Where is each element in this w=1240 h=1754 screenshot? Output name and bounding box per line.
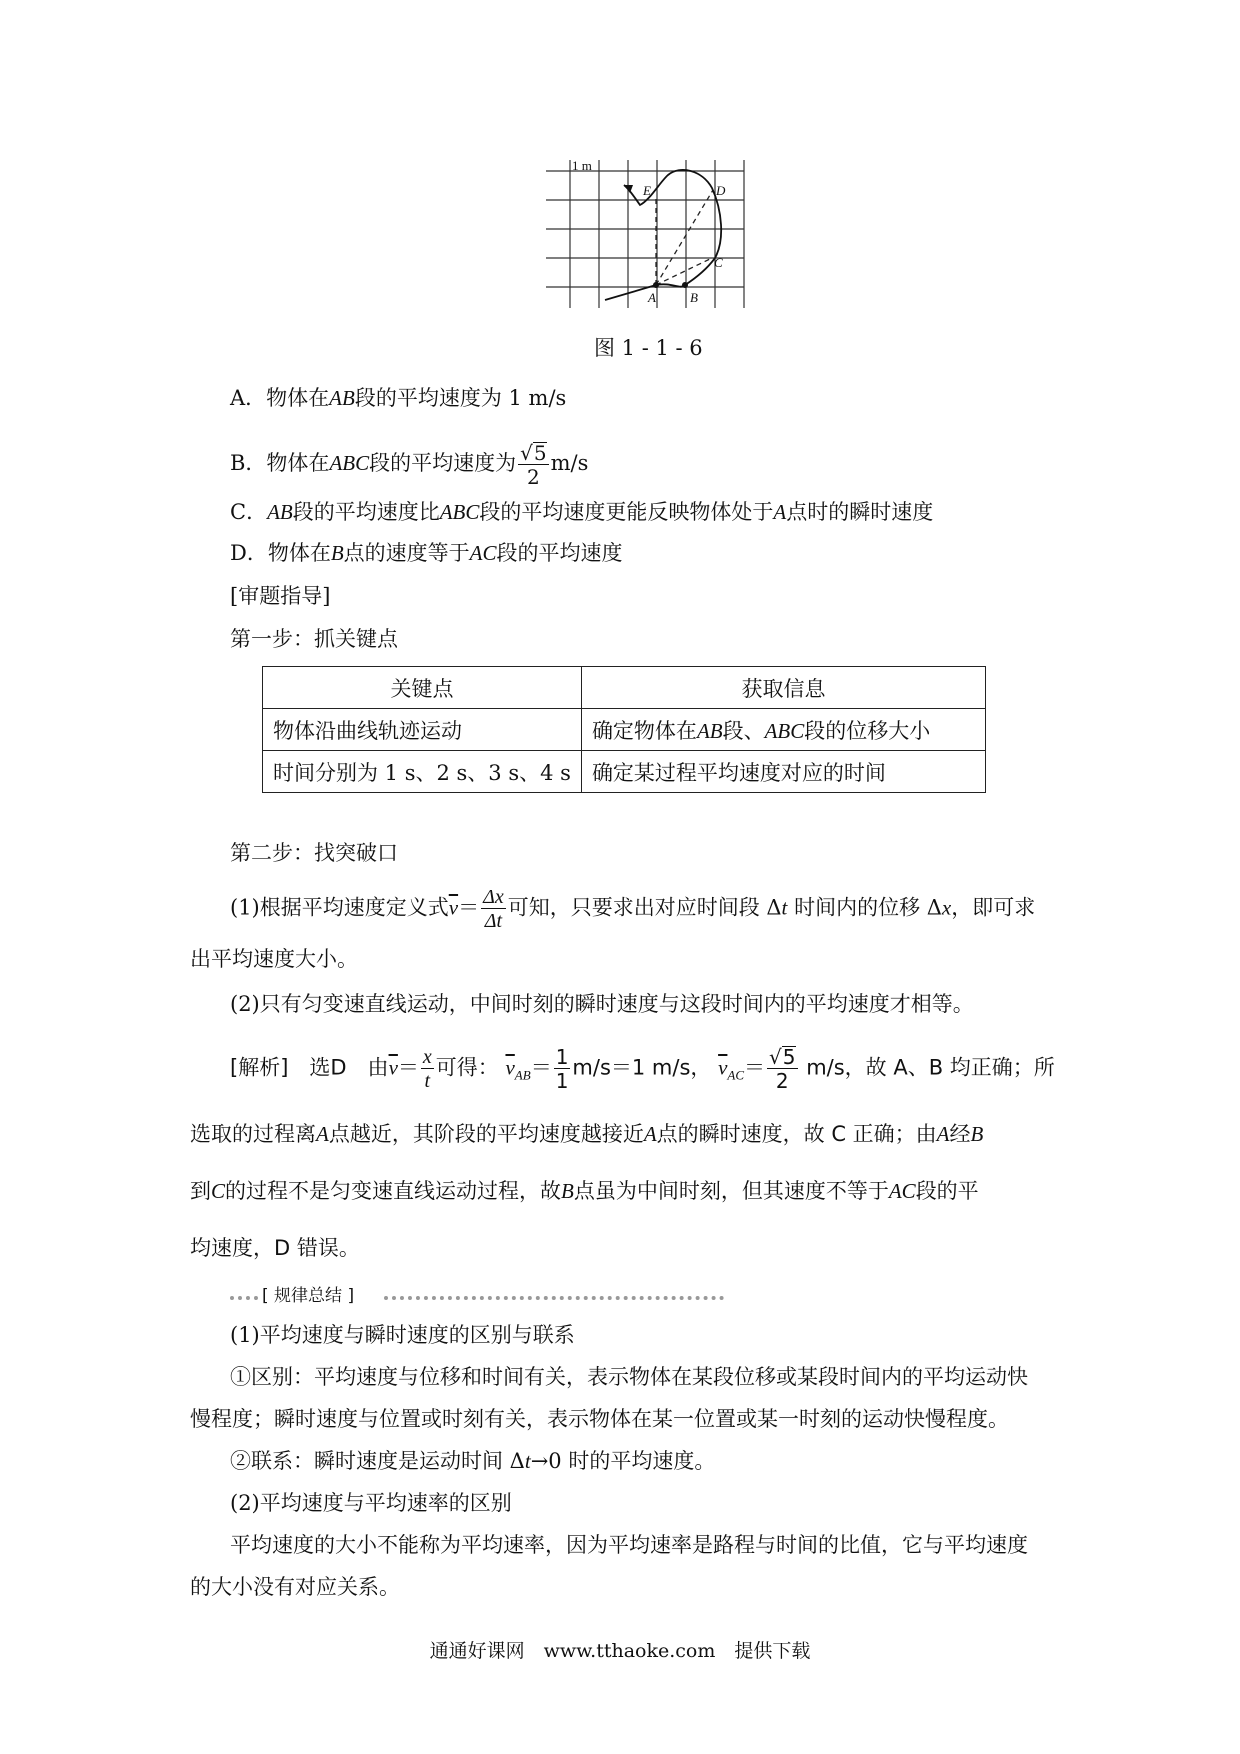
table-cell: 时间分别为 1 s、2 s、3 s、4 s [263, 751, 582, 793]
summary-line-7: 的大小没有对应关系。 [190, 1575, 400, 1599]
analysis-line-4: 均速度，D 错误。 [190, 1236, 360, 1260]
table-cell: 确定某过程平均速度对应的时间 [581, 751, 985, 793]
point-d-label: D [716, 183, 726, 198]
key-points-table [262, 666, 986, 793]
analysis-line-2: 选取的过程离A点越近，其阶段的平均速度越接近A点的瞬时速度，故 C 正确；由A经B [190, 1122, 984, 1146]
trajectory-figure [540, 150, 750, 310]
summary-line-5: (2)平均速度与平均速率的区别 [230, 1491, 512, 1515]
summary-line-1: (1)平均速度与瞬时速度的区别与联系 [230, 1323, 575, 1347]
guide-paragraph-2: (2)只有匀变速直线运动，中间时刻的瞬时速度与这段时间内的平均速度才相等。 [230, 992, 974, 1016]
table-header: 关键点 [263, 667, 582, 709]
step1-heading: 第一步：抓关键点 [230, 627, 398, 651]
point-a-label: A [648, 290, 656, 305]
point-b-label: B [690, 290, 698, 305]
guide-paragraph-1: (1)根据平均速度定义式$\overline{v}=$ $\frac{\Delta x}{\Delta t}$ 可知，只要求出对应时间段 Δt 时间内的位移 Δx，即可求 [230, 886, 1036, 932]
summary-divider-right [384, 1296, 724, 1300]
footer-text: 通通好课网 www.tthaoke.com 提供下载 [429, 1640, 811, 1662]
table-cell: 物体沿曲线轨迹运动 [263, 709, 582, 751]
table-header-row [263, 667, 986, 709]
unit-label: 1 m [572, 158, 592, 173]
summary-divider-left [230, 1296, 258, 1300]
option-c: C．AB段的平均速度比ABC段的平均速度更能反映物体处于A点时的瞬时速度 [230, 500, 934, 524]
table-row [263, 709, 986, 751]
point-c-label: C [714, 255, 723, 270]
summary-line-3: 慢程度；瞬时速度与位置或时刻有关，表示物体在某一位置或某一时刻的运动快慢程度。 [190, 1407, 1009, 1431]
summary-heading: [ 规律总结 ] [262, 1286, 355, 1306]
summary-line-4: ②联系：瞬时速度是运动时间 Δt→0 时的平均速度。 [230, 1449, 716, 1473]
table-cell: 确定物体在AB段、ABC段的位移大小 [581, 709, 985, 751]
option-a: A．物体在AB段的平均速度为 1 m/s [230, 386, 567, 410]
option-b: B．物体在ABC段的平均速度为 $\frac{√5}{2}$ m/s [230, 441, 589, 489]
table-row [263, 751, 986, 793]
analysis-line-1: [解析] 选D 由$\overline{v}=$ $\frac{x}{t}$ 可得： $\overline{v}_{AB}=$ $\frac{1}{1}$ m/s＝1 m/s， $\overline{v}_{AC}=$ $\frac{√5}{2}$ m/s，故 A、B 均正确；所 [230, 1044, 1055, 1093]
summary-line-6: 平均速度的大小不能称为平均速率，因为平均速率是路程与时间的比值，它与平均速度 [230, 1533, 1028, 1557]
figure-caption: 图 1 - 1 - 6 [594, 336, 703, 360]
table-header: 获取信息 [581, 667, 985, 709]
guide-paragraph-1-cont: 出平均速度大小。 [190, 947, 358, 971]
guide-heading: [审题指导] [230, 584, 331, 608]
option-d: D．物体在B点的速度等于AC段的平均速度 [230, 541, 623, 565]
step2-heading: 第二步：找突破口 [230, 841, 398, 865]
analysis-line-3: 到C的过程不是匀变速直线运动过程，故B点虽为中间时刻，但其速度不等于AC段的平 [190, 1179, 979, 1203]
point-e-label: E [643, 183, 651, 198]
summary-line-2: ①区别：平均速度与位移和时间有关，表示物体在某段位移或某段时间内的平均运动快 [230, 1365, 1028, 1389]
